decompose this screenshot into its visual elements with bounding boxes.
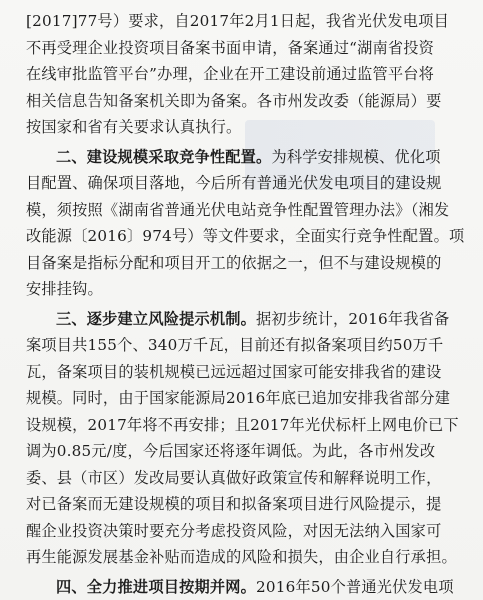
text-line: [2017]77号）要求，自2017年2月1日起，我省光伏发电项目 xyxy=(26,12,449,30)
text-line: 设规模，2017年将不再安排；且2017年光伏标杆上网电价已下 xyxy=(26,415,459,434)
section-heading: 三、逐步建立风险提示机制。 xyxy=(56,309,257,328)
text-line: 目备案是指标分配和项目开工的依据之一，但不与建设规模的 xyxy=(26,253,442,272)
section-text: 为科学安排规模、优化项 xyxy=(271,147,441,166)
text-line: 调为0.85元/度，今后国家还将逐年调低。为此，各市州发改 xyxy=(26,442,436,460)
section-heading-line xyxy=(26,574,464,600)
text-line: 对已备案而无建设规模的项目和拟备案项目进行风险提示，提 xyxy=(26,495,442,513)
section-heading-line xyxy=(26,144,464,171)
text-line: 改能源〔2016〕974号）等文件要求，全面实行竞争性配置。项 xyxy=(26,227,464,245)
text-line: 案项目共155个、340万千瓦，目前还有拟备案项目约50万千 xyxy=(26,336,444,354)
text-line: 模，须按照《湖南省普通光伏电站竞争性配置管理办法》（湘发 xyxy=(26,200,450,219)
text-line: 醒企业投资决策时要充分考虑投资风险，对因无法纳入国家可 xyxy=(26,521,442,540)
text-line: 再生能源发展基金补贴而造成的风险和损失，由企业自行承担。 xyxy=(26,548,457,566)
text-line: 瓦，备案项目的装机规模已远远超过国家可能安排我省的建设 xyxy=(26,362,442,381)
text-line: 目配置、确保项目落地，今后所有普通光伏发电项目的建设规 xyxy=(26,174,442,192)
section-text: 据初步统计，2016年我省备 xyxy=(256,309,450,328)
text-line: 相关信息告知备案机关即为备案。各市州发改委（能源局）要 xyxy=(26,91,442,110)
text-line: 不再受理企业投资项目备案书面申请，备案通过“湖南省投资 xyxy=(26,38,435,57)
section-heading: 二、建设规模采取竞争性配置。 xyxy=(56,147,272,166)
text-line: 安排挂钩。 xyxy=(26,280,103,298)
section-text: 2016年50个普通光伏发电项 xyxy=(256,577,454,596)
text-line: 规模。同时，由于国家能源局2016年底已追加安排我省部分建 xyxy=(26,389,451,407)
text-line: 按国家和省有关要求认真执行。 xyxy=(26,118,242,136)
text-line: 委、县（市区）发改局要认真做好政策宣传和解释说明工作， xyxy=(26,468,442,487)
document-body xyxy=(26,8,464,600)
section-heading: 四、全力推进项目按期并网。 xyxy=(56,577,257,596)
text-line: 在线审批监管平台”办理，企业在开工建设前通过监管平台将 xyxy=(26,65,435,83)
section-heading-line xyxy=(26,306,464,333)
